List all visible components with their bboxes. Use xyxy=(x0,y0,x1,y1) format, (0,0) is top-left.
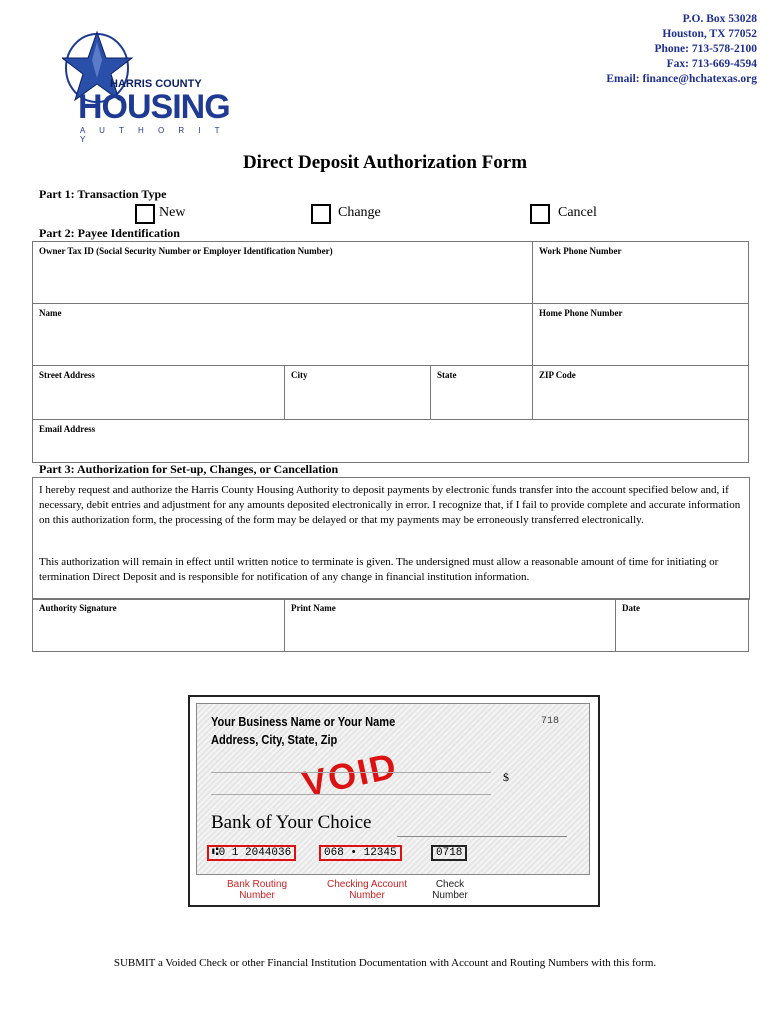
logo-line3: A U T H O R I T Y xyxy=(80,126,226,144)
form-title: Direct Deposit Authorization Form xyxy=(242,152,528,173)
checkbox-change-label: Change xyxy=(338,205,381,220)
name-label: Name xyxy=(39,308,62,318)
name-field[interactable] xyxy=(33,304,533,366)
authorization-paragraph-1: I hereby request and authorize the Harris County Housing Authority to deposit payments by electronic funds transfer into the account specified below and, if necessary, debit entries and adjustment for any amounts deposited electronically in error. I recognize that, if I fail to provide complete and accurate information on this authorization form, the processing of the form may be delayed or that my payments may be erroneously transferred electronically. xyxy=(39,484,741,526)
city-field[interactable] xyxy=(285,366,431,420)
home-phone-label: Home Phone Number xyxy=(539,308,623,318)
checkbox-new-label: New xyxy=(159,205,186,220)
print-name-field[interactable] xyxy=(285,599,616,652)
contact-email[interactable]: Email: finance@hchatexas.org xyxy=(606,73,757,85)
signature-line xyxy=(397,836,567,837)
checkbox-cancel[interactable] xyxy=(530,204,550,224)
tax-id-field[interactable] xyxy=(33,242,533,304)
payee-table xyxy=(32,241,749,463)
voided-check-image xyxy=(188,695,600,907)
logo-line1: HARRIS COUNTY xyxy=(110,78,202,90)
check-name-line: Your Business Name or Your Name xyxy=(211,714,396,729)
street-field[interactable] xyxy=(33,366,285,420)
label-checking-account: Checking Account Number xyxy=(326,879,408,901)
checkbox-change[interactable] xyxy=(311,204,331,224)
signature-label: Authority Signature xyxy=(39,603,117,613)
account-number-box: 068 • 12345 xyxy=(319,845,402,861)
check-number-top: 718 xyxy=(540,716,559,727)
email-field[interactable] xyxy=(33,420,749,463)
date-label: Date xyxy=(622,603,640,613)
contact-info xyxy=(606,12,757,87)
street-label: Street Address xyxy=(39,370,95,380)
signature-field[interactable] xyxy=(33,599,285,652)
signature-table xyxy=(32,598,749,652)
contact-phone: Phone: 713-578-2100 xyxy=(654,43,757,55)
work-phone-label: Work Phone Number xyxy=(539,246,622,256)
label-check-number: Check Number xyxy=(432,879,468,901)
zip-label: ZIP Code xyxy=(539,370,576,380)
state-label: State xyxy=(437,370,457,380)
checkbox-cancel-label: Cancel xyxy=(558,205,597,220)
check-number-box: 0718 xyxy=(431,845,467,861)
email-label: Email Address xyxy=(39,424,96,434)
dollar-sign: $ xyxy=(503,770,509,784)
label-bank-routing: Bank Routing Number xyxy=(226,879,288,901)
authorization-paragraph-2: This authorization will remain in effect until written notice to terminate is given. The undersigned must allow a reasonable amount of time for initiating or termination Direct Deposit and is responsible for notification of any change in financial institution information. xyxy=(39,556,719,583)
payee-line xyxy=(211,772,491,773)
contact-fax: Fax: 713-669-4594 xyxy=(666,58,757,70)
routing-number-box: ⑆0 1 2044036 xyxy=(207,845,296,861)
state-field[interactable] xyxy=(431,366,533,420)
date-field[interactable] xyxy=(616,599,749,652)
bank-name: Bank of Your Choice xyxy=(211,812,372,833)
part1-heading: Part 1: Transaction Type xyxy=(39,187,167,201)
part2-heading: Part 2: Payee Identification xyxy=(39,226,180,240)
tax-id-label: Owner Tax ID (Social Security Number or Employer Identification Number) xyxy=(39,246,333,256)
contact-city: Houston, TX 77052 xyxy=(662,28,757,40)
home-phone-field[interactable] xyxy=(533,304,749,366)
void-stamp: VOID xyxy=(298,744,402,805)
contact-address: P.O. Box 53028 xyxy=(682,13,757,25)
checkbox-new[interactable] xyxy=(135,204,155,224)
zip-field[interactable] xyxy=(533,366,749,420)
print-name-label: Print Name xyxy=(291,603,336,613)
check-address-line: Address, City, State, Zip xyxy=(211,732,338,747)
part3-heading: Part 3: Authorization for Set-up, Changes, or Cancellation xyxy=(39,462,339,476)
submit-instruction: SUBMIT a Voided Check or other Financial Institution Documentation with Account and Routing Numbers with this form. xyxy=(113,957,657,969)
hcha-logo xyxy=(62,28,232,144)
logo-line2: HOUSING xyxy=(78,88,230,126)
amount-line xyxy=(211,794,491,795)
city-label: City xyxy=(291,370,308,380)
work-phone-field[interactable] xyxy=(533,242,749,304)
check-body xyxy=(196,703,590,875)
